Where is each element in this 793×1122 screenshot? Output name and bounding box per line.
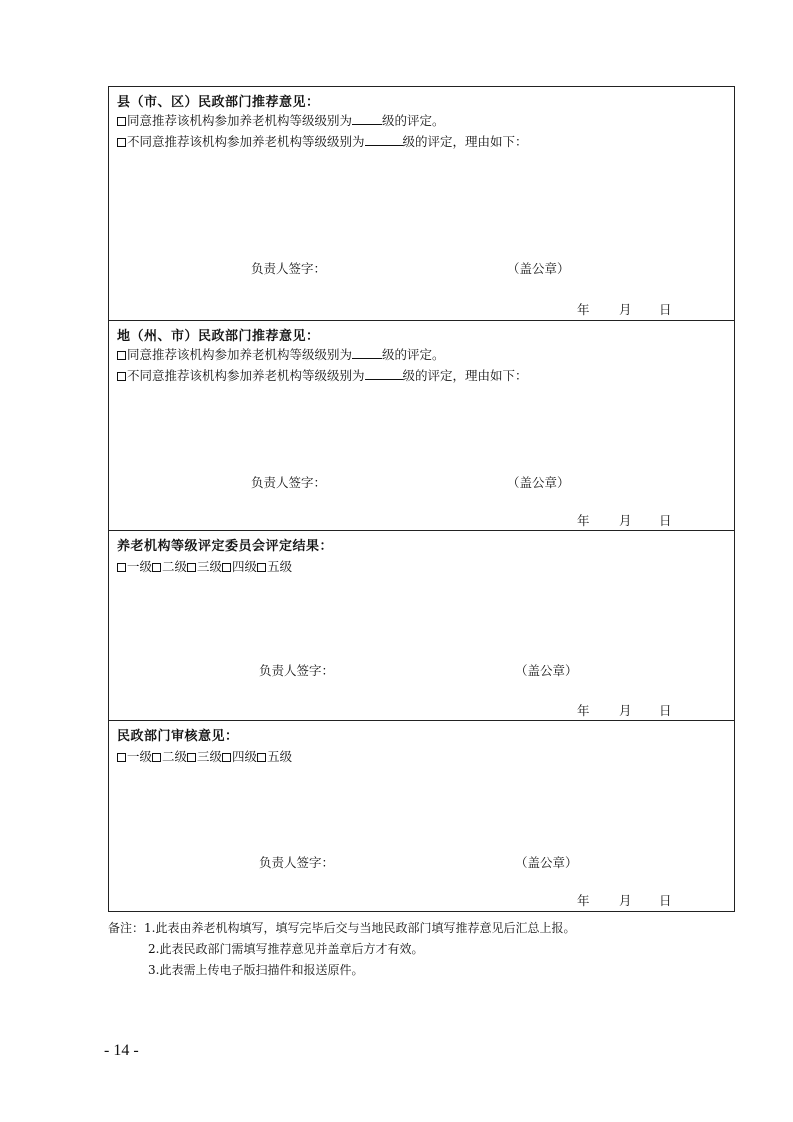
level-blank[interactable] (352, 358, 382, 359)
page-number: - 14 - (104, 1042, 139, 1059)
day-label: 日 (659, 703, 672, 718)
level-option: 一级 (127, 749, 153, 764)
note-3: 3.此表需上传电子版扫描件和报送原件。 (148, 963, 364, 977)
checkbox[interactable] (152, 563, 161, 572)
signature-label: 负责人签字： (251, 475, 327, 490)
signature-label: 负责人签字： (259, 663, 335, 678)
option-text: 同意推荐该机构参加养老机构等级级别为 (127, 113, 353, 128)
checkbox[interactable] (152, 753, 161, 762)
month-label: 月 (619, 703, 632, 718)
option-text: 级的评定。 (382, 347, 445, 362)
option-text: 级的评定，理由如下： (402, 368, 528, 383)
committee-result-section (109, 531, 734, 721)
year-label: 年 (577, 513, 590, 528)
month-label: 月 (619, 302, 632, 317)
signature-label: 负责人签字： (251, 261, 327, 276)
level-blank[interactable] (352, 124, 382, 125)
checkbox[interactable] (187, 563, 196, 572)
day-label: 日 (659, 513, 672, 528)
section-title: 养老机构等级评定委员会评定结果： (117, 539, 334, 554)
level-options (117, 557, 292, 575)
evaluation-form-table (108, 86, 735, 912)
year-label: 年 (577, 302, 590, 317)
level-option: 三级 (197, 749, 223, 764)
month-label: 月 (619, 893, 632, 908)
option-text: 不同意推荐该机构参加养老机构等级级别为 (127, 134, 365, 149)
checkbox[interactable] (257, 563, 266, 572)
civil-affairs-review-section (109, 721, 734, 911)
checkbox[interactable] (117, 138, 126, 147)
section-title: 县（市、区）民政部门推荐意见： (117, 95, 320, 110)
year-label: 年 (577, 893, 590, 908)
checkbox[interactable] (222, 563, 231, 572)
level-options (117, 747, 292, 765)
level-option: 三级 (197, 559, 223, 574)
note-1: 备注：1.此表由养老机构填写，填写完毕后交与当地民政部门填写推荐意见后汇总上报。 (108, 921, 576, 935)
section-title: 地（州、市）民政部门推荐意见： (117, 329, 320, 344)
level-option: 一级 (127, 559, 153, 574)
month-label: 月 (619, 513, 632, 528)
checkbox[interactable] (117, 563, 126, 572)
level-blank[interactable] (365, 379, 403, 380)
level-option: 五级 (267, 559, 293, 574)
day-label: 日 (659, 302, 672, 317)
agree-option[interactable] (117, 111, 445, 129)
level-blank[interactable] (365, 145, 403, 146)
option-text: 级的评定。 (382, 113, 445, 128)
checkbox[interactable] (222, 753, 231, 762)
level-option: 二级 (162, 749, 188, 764)
section-title: 民政部门审核意见： (117, 729, 239, 744)
checkbox[interactable] (257, 753, 266, 762)
option-text: 同意推荐该机构参加养老机构等级级别为 (127, 347, 353, 362)
level-option: 四级 (232, 559, 258, 574)
level-option: 五级 (267, 749, 293, 764)
signature-label: 负责人签字： (259, 855, 335, 870)
checkbox[interactable] (117, 372, 126, 381)
year-label: 年 (577, 703, 590, 718)
day-label: 日 (659, 893, 672, 908)
level-option: 二级 (162, 559, 188, 574)
checkbox[interactable] (187, 753, 196, 762)
checkbox[interactable] (117, 117, 126, 126)
seal-label: （盖公章） (515, 663, 578, 678)
note-2: 2.此表民政部门需填写推荐意见并盖章后方才有效。 (148, 942, 424, 956)
checkbox[interactable] (117, 753, 126, 762)
checkbox[interactable] (117, 351, 126, 360)
agree-option[interactable] (117, 345, 445, 363)
seal-label: （盖公章） (515, 855, 578, 870)
county-recommendation-section (109, 87, 734, 321)
disagree-option[interactable] (117, 366, 528, 384)
disagree-option[interactable] (117, 132, 528, 150)
seal-label: （盖公章） (507, 475, 570, 490)
level-option: 四级 (232, 749, 258, 764)
option-text: 不同意推荐该机构参加养老机构等级级别为 (127, 368, 365, 383)
option-text: 级的评定，理由如下： (402, 134, 528, 149)
prefecture-recommendation-section (109, 321, 734, 531)
seal-label: （盖公章） (507, 261, 570, 276)
